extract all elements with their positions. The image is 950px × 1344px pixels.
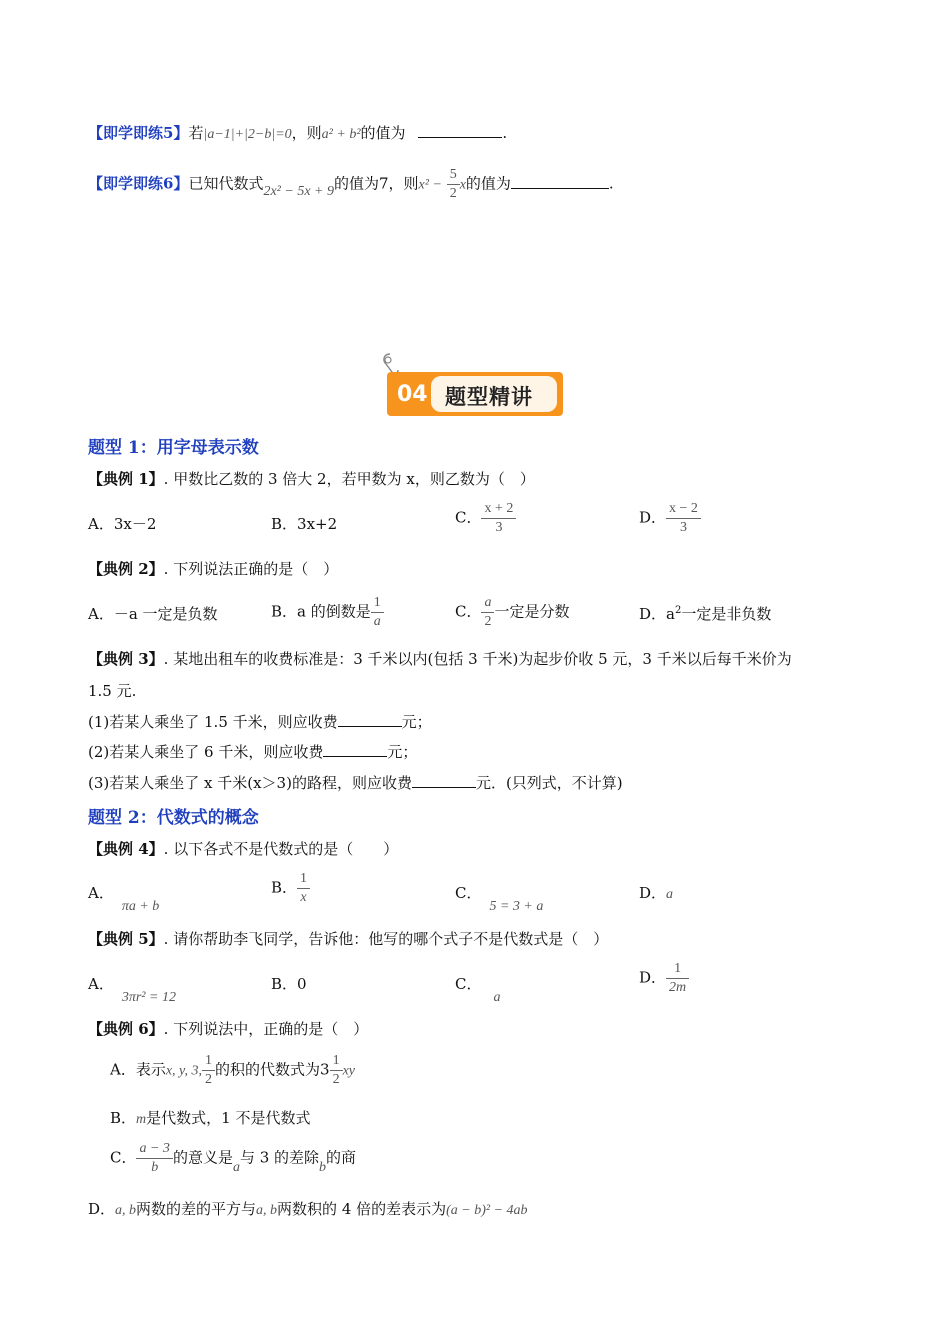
banner-title: 题型精讲 [445, 385, 533, 409]
example-3-text-cont: 1.5 元. [88, 682, 137, 700]
example-3-text: . 某地出租车的收费标准是：3 千米以内(包括 3 千米)为起步价收 5 元，3 千米以后每千米价为 [163, 650, 792, 668]
example-1-text: . 甲数比乙数的 3 倍大 2，若甲数为 x，则乙数为（ ） [163, 470, 535, 488]
example-3-q1: (1)若某人乘坐了 1.5 千米，则应收费 元； [88, 713, 432, 731]
practice-5-prefix: 若 [188, 124, 204, 142]
ex5-option-c[interactable]: C．a [455, 975, 501, 1005]
practice-6-expr: 2x² − 5x + 9 [263, 183, 334, 199]
example-1 [88, 468, 535, 489]
ex4-option-c[interactable]: C．5 = 3 + a [455, 884, 544, 914]
ex2-option-a[interactable]: A．－a 一定是负数 [88, 605, 218, 623]
practice-6 [88, 166, 614, 203]
fraction: $\frac{1}{x}$ [297, 870, 310, 907]
type1-title: 题型 1：用字母表示数 [88, 438, 259, 458]
example-5-text: . 请你帮助李飞同学，告诉他：他写的哪个式子不是代数式是（ ） [163, 930, 609, 948]
practice-6-mid: 的值为7，则 [334, 174, 419, 193]
ex6-option-a[interactable]: A．表示x, y, 3, $\frac{1}{2}$ 的积的代数式为3 $\frac{1}{2}$ xy [110, 1053, 355, 1087]
practice-5-expr: |a−1|+|2−b|=0 [203, 127, 292, 142]
example-6-tag: 【典例 6】 [88, 1020, 164, 1038]
ex6-option-c[interactable]: C． $\frac{a - 3}{b}$ 的意义是a与 3 的差除b的商 [110, 1141, 357, 1175]
ex5-option-b[interactable]: B．0 [271, 975, 307, 993]
example-6-text: . 下列说法中，正确的是（ ） [163, 1020, 369, 1038]
ex5-option-a[interactable]: A．3πr² = 12 [88, 975, 176, 1005]
ex4-option-a[interactable]: A．πa + b [88, 884, 160, 914]
ex6-option-b[interactable]: B．m是代数式，1 不是代数式 [110, 1109, 311, 1127]
fraction: $\frac{1}{2}$ [330, 1052, 343, 1089]
ex2-option-b[interactable]: B．a 的倒数是 $\frac{1}{a}$ [271, 594, 384, 631]
example-1-tag: 【典例 1】 [88, 470, 164, 488]
answer-blank[interactable] [338, 712, 402, 727]
answer-blank[interactable] [412, 773, 476, 788]
ex1-option-d[interactable]: D． $\frac{x - 2}{3}$ [639, 500, 701, 537]
example-5-tag: 【典例 5】 [88, 930, 164, 948]
practice-5-tag: 【即学即练5】 [88, 124, 189, 142]
example-5 [88, 928, 608, 949]
section-banner [387, 372, 567, 418]
example-4-tag: 【典例 4】 [88, 840, 164, 858]
example-3-q2: (2)若某人乘坐了 6 千米，则应收费 元； [88, 743, 418, 761]
ex1-option-b[interactable]: B．3x+2 [271, 515, 338, 533]
example-2 [88, 558, 338, 579]
fraction: $\frac{1}{2}$ [202, 1052, 215, 1089]
practice-6-tag: 【即学即练6】 [88, 174, 189, 193]
example-6 [88, 1018, 368, 1039]
ex4-option-b[interactable]: B． $\frac{1}{x}$ [271, 870, 310, 907]
ex2-option-d[interactable]: D．$a^2$一定是非负数 [639, 605, 772, 623]
answer-blank[interactable] [511, 174, 609, 189]
example-4 [88, 838, 398, 859]
example-3-q3: (3)若某人乘坐了 x 千米(x＞3)的路程，则应收费 元．(只列式，不计算) [88, 774, 623, 792]
practice-6-fraction: $\frac{5}{2}$ [447, 166, 460, 203]
ex1-option-a[interactable]: A．3x－2 [88, 515, 157, 533]
ex6-option-d[interactable]: D．a, b两数的差的平方与a, b两数积的 4 倍的差表示为(a − b)² − 4ab [88, 1200, 528, 1218]
type2-title: 题型 2：代数式的概念 [88, 808, 259, 828]
banner-number: 04 [397, 382, 428, 407]
ex2-option-c[interactable]: C． $\frac{a}{2}$ 一定是分数 [455, 595, 570, 629]
example-2-text: . 下列说法正确的是（ ） [163, 560, 339, 578]
answer-blank[interactable] [323, 742, 387, 757]
practice-6-suffix: 的值为 [465, 174, 511, 193]
answer-blank[interactable] [418, 123, 502, 138]
practice-5 [88, 122, 507, 143]
fraction: $\frac{x + 2}{3}$ [481, 500, 516, 537]
practice-6-target-a: x² − [418, 177, 442, 193]
practice-5-suffix: 的值为 [360, 124, 406, 142]
fraction: $\frac{1}{a}$ [371, 594, 384, 631]
ex5-option-d[interactable]: D． $\frac{1}{2m}$ [639, 960, 689, 997]
practice-6-target-b: x [459, 177, 466, 193]
practice-5-end: . [502, 124, 508, 142]
example-3 [88, 648, 792, 669]
ex4-option-d[interactable]: D．a [639, 884, 674, 902]
example-3-tag: 【典例 3】 [88, 650, 164, 668]
practice-6-end: . [608, 174, 614, 193]
fraction: $\frac{a}{2}$ [481, 594, 494, 631]
example-4-text: . 以下各式不是代数式的是（ ） [163, 840, 399, 858]
practice-6-prefix: 已知代数式 [188, 174, 264, 193]
ex1-option-c[interactable]: C． $\frac{x + 2}{3}$ [455, 500, 516, 537]
fraction: $\frac{1}{2m}$ [666, 960, 689, 997]
fraction: $\frac{a - 3}{b}$ [136, 1140, 172, 1177]
practice-5-target: a² + b² [321, 127, 361, 142]
practice-5-mid: ，则 [291, 124, 322, 142]
fraction: $\frac{x - 2}{3}$ [666, 500, 701, 537]
example-2-tag: 【典例 2】 [88, 560, 164, 578]
